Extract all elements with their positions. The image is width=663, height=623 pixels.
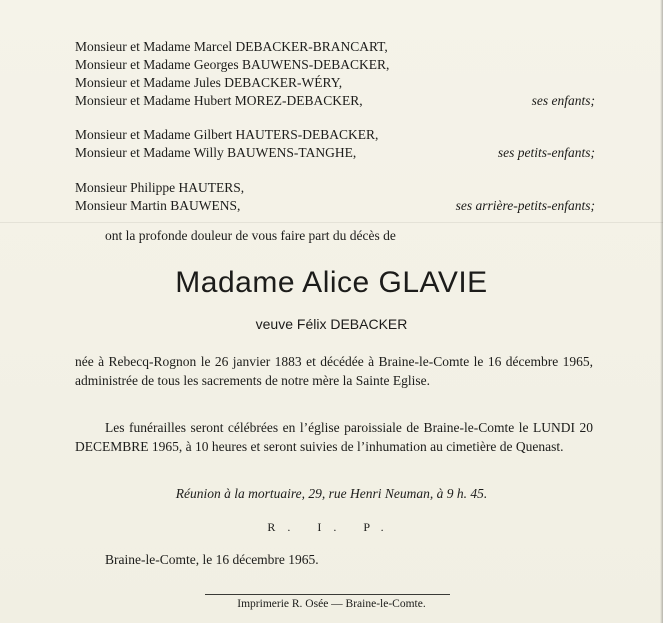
family-line-3 bbox=[75, 74, 595, 92]
family-line-7 bbox=[75, 179, 595, 197]
gathering-text: Réunion à la mortuaire, 29, rue Henri Neuman, à 9 h. 45. bbox=[175, 486, 488, 501]
family-name: Monsieur et Madame Willy BAUWENS-TANGHE, bbox=[75, 145, 357, 160]
family-name: Monsieur Martin BAUWENS, bbox=[75, 198, 241, 213]
printer-text: Imprimerie R. Osée — Braine-le-Comte. bbox=[237, 598, 426, 610]
family-name: Monsieur Philippe HAUTERS, bbox=[75, 180, 245, 195]
family-line-1 bbox=[75, 38, 595, 56]
family-name: Monsieur et Madame Georges BAUWENS-DEBACKER, bbox=[75, 57, 390, 72]
rip-text: R. I. P. bbox=[267, 520, 396, 534]
family-line-6 bbox=[75, 144, 595, 162]
relation-label: ses arrière-petits-enfants; bbox=[455, 198, 595, 213]
printer-separator bbox=[205, 594, 450, 595]
deceased-name: Madame Alice GLAVIE bbox=[175, 266, 488, 299]
place-date-text: Braine-le-Comte, le 16 décembre 1965. bbox=[105, 552, 319, 567]
family-name: Monsieur et Madame Gilbert HAUTERS-DEBACKER, bbox=[75, 127, 379, 142]
family-line-4 bbox=[75, 92, 595, 110]
family-line-8 bbox=[75, 197, 595, 215]
announcement-text: ont la profonde douleur de vous faire part du décès de bbox=[105, 228, 396, 243]
family-name: Monsieur et Madame Hubert MOREZ-DEBACKER, bbox=[75, 93, 363, 108]
relation-label: ses enfants; bbox=[531, 93, 595, 108]
family-name: Monsieur et Madame Marcel DEBACKER-BRANCART, bbox=[75, 39, 388, 54]
birth-death-paragraph: née à Rebecq-Rognon le 26 janvier 1883 et décédée à Braine-le-Comte le 16 décembre 1965, administrée de tous les sacrements de notre mère la Sainte Eglise. bbox=[75, 354, 593, 388]
relation-label: ses petits-enfants; bbox=[497, 145, 595, 160]
family-line-5 bbox=[75, 126, 595, 144]
widow-of-text: veuve Félix DEBACKER bbox=[255, 316, 408, 332]
family-name: Monsieur et Madame Jules DEBACKER-WÉRY, bbox=[75, 75, 343, 90]
family-line-2 bbox=[75, 56, 595, 74]
paper-fold-line bbox=[0, 222, 663, 223]
funeral-paragraph: Les funérailles seront célébrées en l’église paroissiale de Braine-le-Comte le LUNDI 20 DECEMBRE 1965, à 10 heures et seront suivies de l’inhumation au cimetière de Quenast. bbox=[75, 420, 593, 454]
